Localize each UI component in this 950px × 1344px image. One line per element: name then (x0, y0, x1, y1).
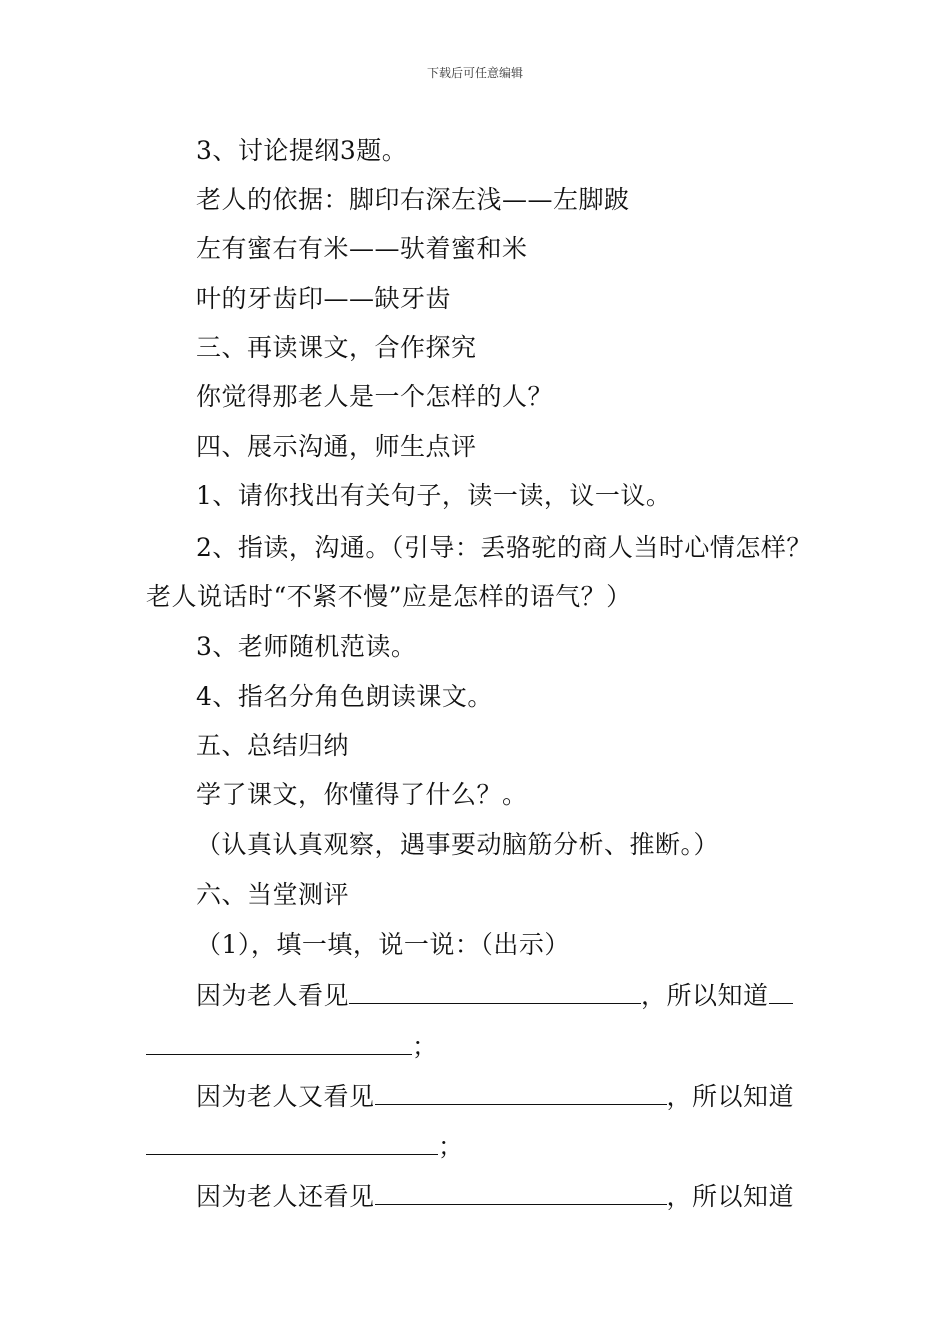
fill-sentence-2 (196, 1082, 794, 1112)
page-header: 下载后可任意编辑 (426, 66, 523, 80)
text-line-9: 2、指读，沟通。（引导：丢骆驼的商人当时心情怎样？ (196, 533, 812, 562)
text-line-4: 叶的牙齿印——缺牙齿 (196, 284, 452, 313)
fill-sentence-1-end: ； (412, 1032, 438, 1061)
fill-sentence-2-start: 因为老人又看见 (196, 1082, 375, 1111)
text-line-15: （认真认真观察，遇事要动脑筋分析、推断。） (196, 830, 720, 859)
fill-sentence-1-start: 因为老人看见 (196, 981, 350, 1010)
text-line-10: 老人说话时“不紧不慢”应是怎样的语气？） (146, 582, 632, 611)
fill-blank-2b[interactable] (146, 1132, 438, 1155)
fill-blank-2a[interactable] (375, 1082, 667, 1105)
text-line-12: 4、指名分角色朗读课文。 (196, 682, 493, 711)
text-line-3: 左有蜜右有米——驮着蜜和米 (196, 234, 528, 263)
fill-blank-1a[interactable] (349, 981, 641, 1004)
fill-sentence-1-continued (146, 1032, 438, 1062)
fill-sentence-3-start: 因为老人还看见 (196, 1182, 375, 1211)
fill-sentence-3 (196, 1182, 794, 1212)
text-line-11: 3、老师随机范读。 (196, 632, 417, 661)
fill-sentence-2-middle: ，所以知道 (666, 1082, 795, 1111)
fill-sentence-1-middle: ，所以知道 (641, 981, 769, 1010)
section-heading-5: 五、总结归纳 (196, 731, 350, 760)
fill-sentence-1 (196, 981, 793, 1011)
fill-sentence-2-end: ； (438, 1132, 464, 1161)
text-line-6: 你觉得那老人是一个怎样的人？ (196, 382, 554, 411)
fill-blank-3a[interactable] (375, 1182, 667, 1205)
text-line-14: 学了课文，你懂得了什么？。 (196, 780, 528, 809)
section-heading-3: 三、再读课文，合作探究 (196, 333, 477, 362)
fill-sentence-2-continued (146, 1132, 464, 1162)
section-heading-4: 四、展示沟通，师生点评 (196, 432, 477, 461)
fill-sentence-3-middle: ，所以知道 (666, 1182, 795, 1211)
fill-blank-1c[interactable] (146, 1032, 412, 1055)
text-line-8: 1、请你找出有关句子，读一读，议一议。 (196, 481, 672, 510)
section-heading-6: 六、当堂测评 (196, 880, 350, 909)
text-line-17: （1），填一填，说一说：（出示） (196, 930, 570, 959)
text-line-1: 3、讨论提纲3题。 (196, 136, 408, 165)
fill-blank-1b[interactable] (769, 981, 793, 1004)
text-line-2: 老人的依据：脚印右深左浅——左脚跛 (196, 185, 630, 214)
